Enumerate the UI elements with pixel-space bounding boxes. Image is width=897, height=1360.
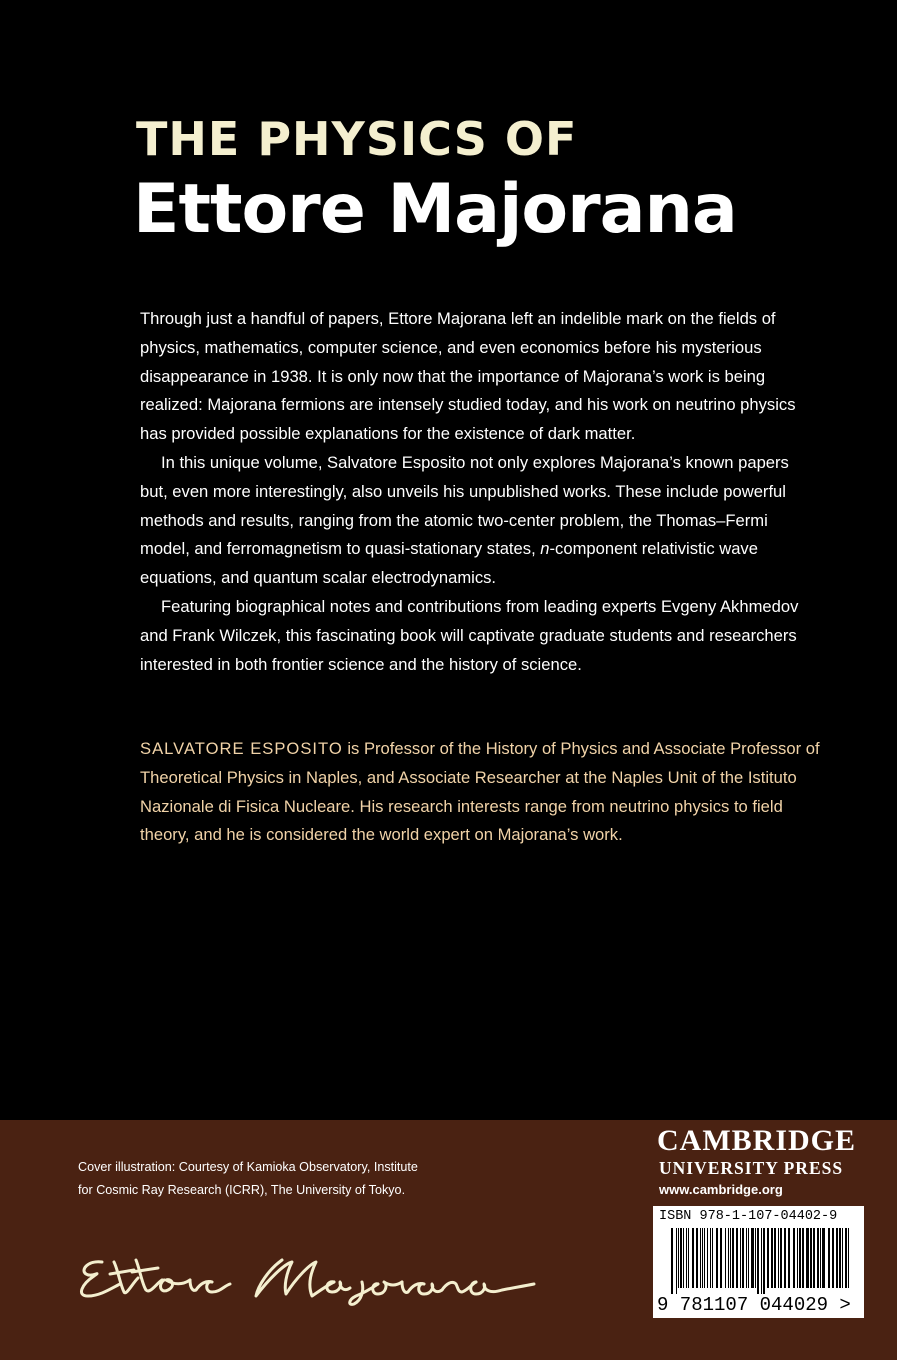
barcode-bar — [742, 1228, 744, 1288]
barcode-bar — [732, 1228, 734, 1288]
barcode-bar — [712, 1228, 713, 1288]
barcode-bar — [716, 1228, 718, 1288]
barcode-bar — [842, 1228, 843, 1288]
signature-image — [72, 1240, 547, 1310]
barcode-bar — [746, 1228, 747, 1288]
publisher-url: www.cambridge.org — [659, 1182, 783, 1197]
barcode-bar — [710, 1228, 711, 1288]
barcode-bar — [763, 1228, 765, 1294]
publisher-subtitle: UNIVERSITY PRESS — [659, 1158, 844, 1178]
barcode-bar — [797, 1228, 798, 1288]
barcode-bar — [688, 1228, 689, 1288]
title-line-1: THE PHYSICS OF — [136, 112, 578, 166]
barcode-bar — [820, 1228, 821, 1288]
barcode-bar — [802, 1228, 804, 1288]
barcode-bar — [736, 1228, 738, 1288]
barcode-bar — [832, 1228, 834, 1288]
barcode-bar — [845, 1228, 847, 1288]
isbn-number: ISBN 978-1-107-04402-9 — [659, 1209, 838, 1224]
barcode-bar — [771, 1228, 773, 1288]
barcode-bar — [817, 1228, 819, 1288]
cover-credit: Cover illustration: Courtesy of Kamioka Observatory, Institute for Cosmic Ray Research (ICRR), The University of Tokyo. — [78, 1160, 418, 1197]
barcode-bar — [788, 1228, 790, 1288]
description-paragraph-2: In this unique volume, Salvatore Esposito not only explores Majorana’s known papers but, even more interestingly, also unveils his unpublished works. These include powerful methods and results, ranging from the atomic two-center problem, the Thomas–Fermi model, and ferromagnetism to quasi-stationary states, n-component relativistic wave equations, and quantum scalar electrodynamics. — [140, 452, 789, 588]
barcode-bar — [755, 1228, 756, 1288]
barcode-bar — [839, 1228, 841, 1288]
barcode-bar — [767, 1228, 769, 1288]
barcode-bars — [659, 1228, 857, 1294]
barcode-bar — [700, 1228, 701, 1288]
barcode-bar — [848, 1228, 849, 1288]
barcode-bar — [822, 1228, 825, 1288]
barcode-bar — [793, 1228, 795, 1288]
book-title: Ettore Majorana — [133, 170, 737, 249]
barcode-bar — [671, 1228, 673, 1294]
barcode-bar — [828, 1228, 830, 1288]
barcode-bar — [799, 1228, 801, 1288]
barcode-bar — [728, 1228, 729, 1288]
author-name: SALVATORE ESPOSITO — [140, 739, 343, 758]
barcode-bar — [751, 1228, 754, 1288]
barcode-bar — [778, 1228, 779, 1288]
barcode-bar — [740, 1228, 741, 1288]
barcode-bar — [813, 1228, 815, 1288]
barcode-bar — [680, 1228, 682, 1288]
book-description — [140, 305, 820, 679]
barcode-bar — [784, 1228, 786, 1288]
barcode-bar — [696, 1228, 698, 1288]
barcode-bar — [692, 1228, 694, 1288]
barcode-bar — [836, 1228, 838, 1288]
publisher-logo: CAMBRIDGE — [657, 1124, 857, 1157]
barcode-bar — [780, 1228, 782, 1288]
barcode-bar — [676, 1228, 677, 1294]
description-paragraph-3: Featuring biographical notes and contributions from leading experts Evgeny Akhmedov and Frank Wilczek, this fascinating book will captivate graduate students and researchers interested in both frontier science and the history of science. — [140, 596, 799, 674]
barcode-bar — [707, 1228, 708, 1288]
barcode-bar — [761, 1228, 762, 1294]
barcode-bar — [702, 1228, 703, 1288]
description-paragraph-1: Through just a handful of papers, Ettore Majorana left an indelible mark on the fields of physics, mathematics, computer science, and even economics before his mysterious disappearance in 1938. It is only now that the importance of Majorana’s work is being realized: Majorana fermions are intensely studied today, and his work on neutrino physics has provided possible explanations for the existence of dark matter. — [140, 309, 796, 444]
barcode-bar — [683, 1228, 684, 1288]
barcode-bar — [757, 1228, 759, 1294]
barcode-bar — [774, 1228, 776, 1288]
barcode-digits: 9 781107 044029 > — [657, 1294, 851, 1316]
barcode-bar — [720, 1228, 722, 1288]
barcode-bar — [748, 1228, 749, 1288]
barcode-bar — [725, 1228, 726, 1288]
barcode-bar — [806, 1228, 809, 1288]
author-bio — [140, 735, 820, 850]
barcode-bar — [704, 1228, 705, 1288]
barcode-bar — [730, 1228, 731, 1288]
barcode-bar — [678, 1228, 679, 1288]
barcode-bar — [810, 1228, 812, 1288]
barcode-bar — [686, 1228, 687, 1288]
barcode-panel — [653, 1206, 864, 1318]
author-bio-text: is Professor of the History of Physics and Associate Professor of Theoretical Physics in Naples, and Associate Researcher at the Naples Unit of the Istituto Nazionale di Fisica Nucleare. His research interests range from neutrino physics to field theory, and he is considered the world expert on Majorana’s work. — [140, 739, 820, 845]
